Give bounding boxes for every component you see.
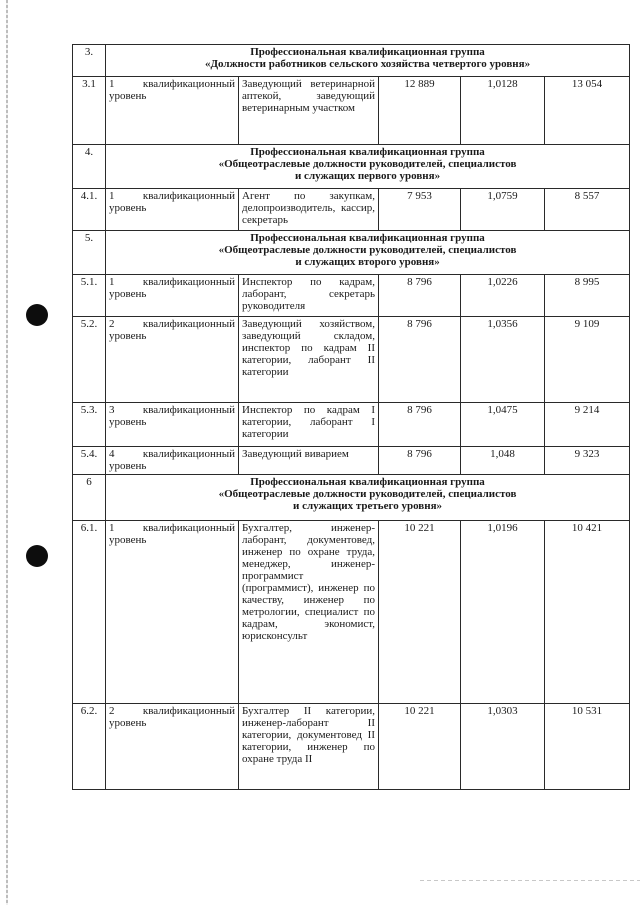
coefficient: 1,0759 — [461, 189, 545, 231]
coefficient: 1,0128 — [461, 77, 545, 145]
coefficient: 1,0475 — [461, 403, 545, 447]
positions-list: Заведующий ветеринарной аптекой, заведующий ветеринарным участком — [239, 77, 379, 145]
group-header-line: Профессиональная квалификационная группа — [250, 476, 485, 488]
qualification-level: 4 квалификационный уровень — [106, 447, 239, 475]
table-row — [73, 521, 630, 704]
coefficient: 1,048 — [461, 447, 545, 475]
qualification-level: 1 квалификационный уровень — [106, 275, 239, 317]
coefficient: 1,0303 — [461, 704, 545, 790]
scan-bottom-edge — [420, 880, 640, 881]
table-row — [73, 189, 630, 231]
total-salary: 8 557 — [545, 189, 630, 231]
total-salary: 10 421 — [545, 521, 630, 704]
base-salary: 8 796 — [379, 317, 461, 403]
row-number: 5.3. — [73, 403, 106, 447]
total-salary: 9 323 — [545, 447, 630, 475]
qualification-level: 2 квалификационный уровень — [106, 317, 239, 403]
group-header-row — [73, 475, 630, 521]
base-salary: 8 796 — [379, 447, 461, 475]
row-number: 5.1. — [73, 275, 106, 317]
group-number: 3. — [73, 45, 106, 77]
group-header-line: «Должности работников сельского хозяйства четвертого уровня» — [204, 58, 531, 70]
qualification-level: 1 квалификационный уровень — [106, 189, 239, 231]
table-row — [73, 704, 630, 790]
group-header-line: «Общеотраслевые должности руководителей, специалистов — [218, 244, 517, 256]
group-header-line: Профессиональная квалификационная группа — [250, 232, 485, 244]
qualification-level: 2 квалификационный уровень — [106, 704, 239, 790]
total-salary: 13 054 — [545, 77, 630, 145]
qualification-level: 1 квалификационный уровень — [106, 77, 239, 145]
salary-table — [72, 44, 630, 790]
group-header-line: «Общеотраслевые должности руководителей, специалистов — [218, 488, 517, 500]
row-number: 5.2. — [73, 317, 106, 403]
row-number: 3.1 — [73, 77, 106, 145]
positions-list: Бухгалтер, инженер-лаборант, документовед, инженер по охране труда, менеджер, инженер-программист (программист), инженер по качеству, инженер по метрологии, специалист по кадрам, экономист, юрисконсульт — [239, 521, 379, 704]
group-header-row — [73, 45, 630, 77]
group-number: 5. — [73, 231, 106, 275]
row-number: 6.1. — [73, 521, 106, 704]
positions-list: Агент по закупкам, делопроизводитель, кассир, секретарь — [239, 189, 379, 231]
base-salary: 8 796 — [379, 275, 461, 317]
group-header-row — [73, 145, 630, 189]
scan-left-edge — [6, 0, 8, 905]
positions-list: Заведующий виварием — [239, 447, 379, 475]
group-number: 6 — [73, 475, 106, 521]
coefficient: 1,0356 — [461, 317, 545, 403]
table-row — [73, 403, 630, 447]
positions-list: Инспектор по кадрам, лаборант, секретарь руководителя — [239, 275, 379, 317]
qualification-level: 3 квалификационный уровень — [106, 403, 239, 447]
total-salary: 10 531 — [545, 704, 630, 790]
group-header — [106, 145, 630, 189]
table-row — [73, 77, 630, 145]
positions-list: Заведующий хозяйством, заведующий складом, инспектор по кадрам II категории, лаборант II категории — [239, 317, 379, 403]
group-number: 4. — [73, 145, 106, 189]
base-salary: 12 889 — [379, 77, 461, 145]
base-salary: 7 953 — [379, 189, 461, 231]
group-header — [106, 475, 630, 521]
table-row — [73, 447, 630, 475]
base-salary: 8 796 — [379, 403, 461, 447]
total-salary: 9 109 — [545, 317, 630, 403]
coefficient: 1,0196 — [461, 521, 545, 704]
punch-hole — [26, 545, 48, 567]
punch-hole — [26, 304, 48, 326]
table-row — [73, 275, 630, 317]
coefficient: 1,0226 — [461, 275, 545, 317]
group-header-line: и служащих второго уровня» — [295, 256, 440, 268]
qualification-level: 1 квалификационный уровень — [106, 521, 239, 704]
table-row — [73, 317, 630, 403]
row-number: 5.4. — [73, 447, 106, 475]
group-header-line: Профессиональная квалификационная группа — [250, 146, 485, 158]
row-number: 4.1. — [73, 189, 106, 231]
group-header-line: и служащих первого уровня» — [294, 170, 441, 182]
total-salary: 9 214 — [545, 403, 630, 447]
positions-list: Инспектор по кадрам I категории, лаборант I категории — [239, 403, 379, 447]
base-salary: 10 221 — [379, 521, 461, 704]
row-number: 6.2. — [73, 704, 106, 790]
group-header-row — [73, 231, 630, 275]
group-header — [106, 231, 630, 275]
group-header-line: «Общеотраслевые должности руководителей, специалистов — [218, 158, 517, 170]
total-salary: 8 995 — [545, 275, 630, 317]
positions-list: Бухгалтер II категории, инженер-лаборант II категории, документовед II категории, инженер по охране труда II — [239, 704, 379, 790]
group-header-line: и служащих третьего уровня» — [293, 500, 443, 512]
base-salary: 10 221 — [379, 704, 461, 790]
group-header-line: Профессиональная квалификационная группа — [250, 46, 485, 58]
group-header — [106, 45, 630, 77]
